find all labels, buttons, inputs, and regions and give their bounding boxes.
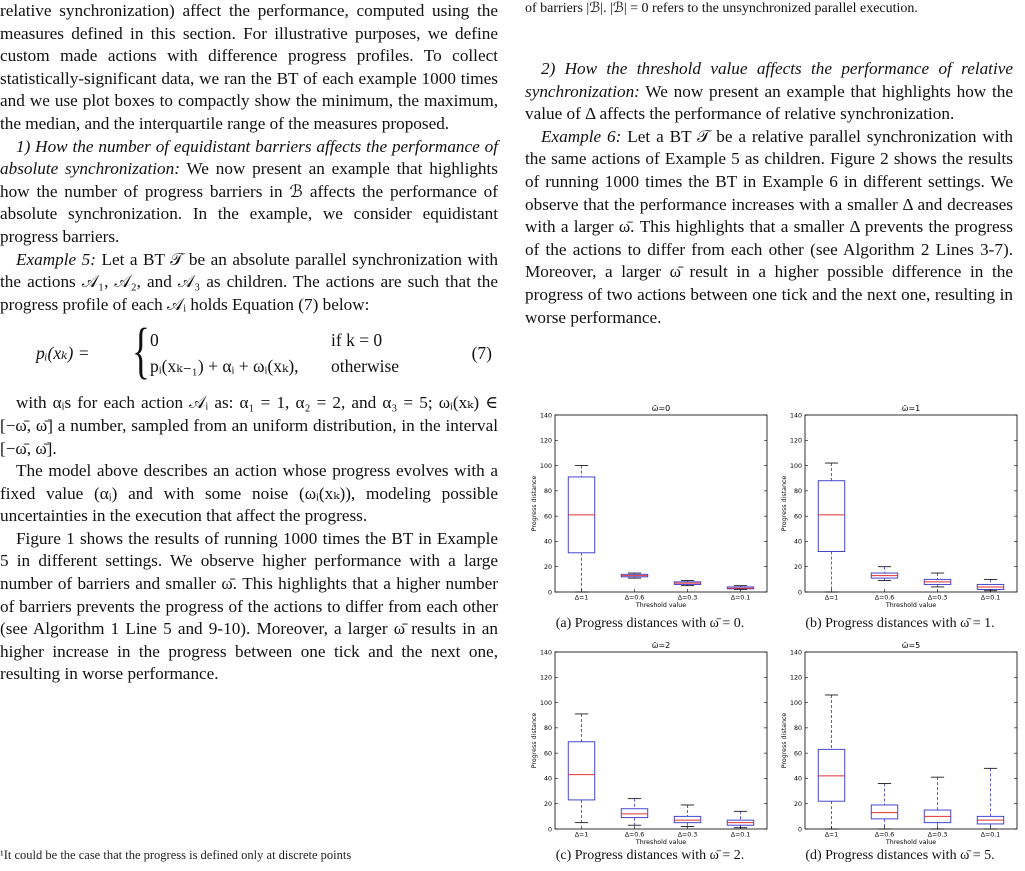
example-5-heading: Example 5:: [16, 249, 96, 269]
chart-title: ω̄=0: [651, 404, 671, 413]
iqr-box: [871, 805, 898, 819]
example-5-paragraph: [0, 249, 498, 317]
y-tick-label: 20: [793, 564, 802, 572]
equation-case-1-condition: if k = 0: [331, 330, 383, 351]
boxplot-omega-5: [775, 639, 1025, 849]
iqr-box: [568, 742, 595, 800]
x-tick-label: Δ=0.6: [624, 831, 645, 839]
y-tick-label: 80: [793, 725, 802, 733]
equation-case-2-value: pᵢ(xₖ₋₁) + αᵢ + ωᵢ(xₖ),: [150, 356, 299, 377]
subfigure-d: [775, 639, 1025, 871]
y-tick-label: 40: [793, 538, 802, 546]
chart-title: ω̄=2: [651, 641, 671, 650]
box-2: [871, 567, 898, 581]
y-tick-label: 0: [797, 589, 802, 597]
equation-lhs: pᵢ(xₖ) =: [36, 343, 90, 364]
y-tick-label: 100: [789, 699, 802, 707]
y-tick-label: 100: [789, 462, 802, 470]
equation-brace: {: [132, 317, 150, 386]
x-tick-label: Δ=0.1: [730, 594, 751, 602]
y-axis-label: Progress distance: [531, 712, 538, 769]
left-column: [0, 0, 498, 686]
subfigure-a: [525, 402, 775, 634]
section-2-body: We now present an example that highlights how the value of Δ affects the performance of relative synchronization.: [525, 81, 1013, 124]
box-4: [977, 768, 1004, 829]
x-tick-label: Δ=0.3: [677, 831, 698, 839]
x-tick-label: Δ=0.1: [980, 594, 1001, 602]
y-tick-label: 0: [547, 826, 552, 834]
x-tick-label: Δ=0.1: [980, 831, 1001, 839]
equation-number: (7): [471, 343, 492, 364]
iqr-box: [674, 816, 701, 822]
y-tick-label: 40: [543, 538, 552, 546]
y-tick-label: 80: [543, 488, 552, 496]
example-6-body: Let a BT 𝒯 be a relative parallel synchronization with the same actions of Example 5 as children. Figure 2 shows the results of running 1000 times the BT in Example 6 in different settings. We observe that the performance increases with a smaller Δ and decreases with a larger ω̄. This highlights that a smaller Δ prevents the progress of the actions to differ from each other (see Algorithm 2 Lines 3-7). Moreover, a larger ω̄ result in a higher possible difference in the progress of two actions between one tick and the next one, resulting in worse performance.: [525, 126, 1013, 327]
iqr-box: [621, 809, 648, 818]
example-5-body: Let a BT 𝒯 be an absolute parallel synchronization with the actions 𝒜₁, 𝒜₂, and 𝒜₃ as children. The actions are such that the progress profile of each 𝒜ᵢ holds Equation (7) below:: [0, 249, 499, 314]
alpha-paragraph: with αᵢs for each action 𝒜ᵢ as: α₁ = 1, α₂ = 2, and α₃ = 5; ωᵢ(xₖ) ∈ [−ω̄, ω̄] a number, sampled from an uniform distribution, in the interval [−ω̄, ω̄].: [0, 393, 498, 458]
equation-7: [0, 317, 498, 386]
section-2-heading: 2) How the threshold value affects the performance of relative synchronization:: [525, 59, 1013, 101]
x-tick-label: Δ=0.3: [677, 594, 698, 602]
section-1-body: We now present an example that highlights how the number of progress barriers in ℬ affects the performance of absolute synchronization. In the example, we consider equidistant progress barriers.: [0, 159, 498, 246]
box-1: [568, 466, 595, 592]
y-tick-label: 140: [539, 412, 552, 420]
x-tick-label: Δ=1: [574, 594, 589, 602]
caption-a: (a) Progress distances with ω̄ = 0.: [555, 616, 745, 631]
plot-frame: [805, 415, 1017, 592]
y-tick-label: 120: [789, 674, 802, 682]
iqr-box: [818, 749, 845, 801]
box-2: [871, 783, 898, 829]
y-tick-label: 120: [539, 674, 552, 682]
section-1-heading: 1) How the number of equidistant barriers affects the performance of absolute synchronization:: [0, 136, 498, 179]
subfigure-c: [525, 639, 775, 871]
y-axis-label: Progress distance: [531, 475, 538, 532]
intro-paragraph: relative synchronization) affect the performance, computed using the measures defined in this section. For illustrative purposes, we define custom made actions with difference progress profiles. To collect statistically-significant data, we ran the BT of each example 1000 times and we use plot boxes to compactly show the minimum, the maximum, the median, and the interquartile range of the measures proposed.: [0, 1, 498, 133]
box-3: [674, 805, 701, 826]
chart-title: ω̄=5: [901, 641, 921, 650]
x-tick-label: Δ=1: [824, 594, 839, 602]
y-tick-label: 60: [543, 513, 552, 521]
boxplot-omega-0: [525, 402, 775, 612]
plot-frame: [805, 652, 1017, 829]
x-tick-label: Δ=0.3: [927, 831, 948, 839]
y-tick-label: 100: [539, 462, 552, 470]
y-tick-label: 20: [543, 564, 552, 572]
figure-1-paragraph: Figure 1 shows the results of running 1000 times the BT in Example 5 in different settings. We observe higher performance with a large number of barriers and smaller ω̄. This highlights that a higher number of barriers prevents the progress of the actions to differ from each other (see Algorithm 1 Line 5 and 9-10). Moreover, a larger ω̄ results in an higher increase in the progress between one tick and the next one, resulting in worse performance.: [0, 528, 498, 684]
section-1-paragraph: [0, 136, 498, 249]
x-axis-label: Threshold value: [885, 602, 937, 609]
caption-b: (b) Progress distances with ω̄ = 1.: [805, 616, 995, 631]
x-tick-label: Δ=1: [574, 831, 589, 839]
caption-c: (c) Progress distances with ω̄ = 2.: [555, 848, 745, 863]
y-tick-label: 60: [793, 750, 802, 758]
y-tick-label: 140: [539, 649, 552, 657]
section-2-paragraph: [525, 58, 1013, 126]
box-3: [924, 573, 951, 587]
box-4: [727, 586, 754, 590]
x-tick-label: Δ=0.3: [927, 594, 948, 602]
figure-2: [525, 402, 1025, 866]
y-tick-label: 60: [543, 750, 552, 758]
y-tick-label: 0: [797, 826, 802, 834]
y-tick-label: 80: [543, 725, 552, 733]
plot-frame: [555, 415, 767, 592]
y-tick-label: 120: [789, 437, 802, 445]
x-tick-label: Δ=0.6: [874, 831, 895, 839]
x-tick-label: Δ=0.6: [624, 594, 645, 602]
chart-title: ω̄=1: [901, 404, 921, 413]
footnote: ¹It could be the case that the progress is defined only at discrete points: [0, 848, 352, 862]
boxplot-omega-1: [775, 402, 1025, 612]
box-3: [924, 777, 951, 829]
equation-case-2-condition: otherwise: [331, 356, 400, 377]
subfigure-b: [775, 402, 1025, 634]
example-6-paragraph: [525, 126, 1013, 329]
y-tick-label: 40: [793, 775, 802, 783]
y-tick-label: 40: [543, 775, 552, 783]
box-2: [621, 799, 648, 826]
box-1: [818, 695, 845, 829]
y-tick-label: 120: [539, 437, 552, 445]
y-tick-label: 60: [793, 513, 802, 521]
box-3: [674, 581, 701, 586]
x-axis-label: Threshold value: [635, 602, 687, 609]
x-tick-label: Δ=0.6: [874, 594, 895, 602]
y-tick-label: 20: [793, 801, 802, 809]
y-axis-label: Progress distance: [781, 475, 788, 532]
box-2: [621, 573, 648, 578]
y-axis-label: Progress distance: [781, 712, 788, 769]
x-axis-label: Threshold value: [885, 839, 937, 846]
box-4: [727, 811, 754, 827]
boxplot-omega-2: [525, 639, 775, 849]
x-tick-label: Δ=0.1: [730, 831, 751, 839]
box-1: [568, 714, 595, 823]
y-tick-label: 100: [539, 699, 552, 707]
y-tick-label: 20: [543, 801, 552, 809]
iqr-box: [818, 481, 845, 552]
previous-figure-caption-tail: of barriers |ℬ|. |ℬ| = 0 refers to the unsynchronized parallel execution.: [525, 1, 918, 16]
model-paragraph: The model above describes an action whose progress evolves with a fixed value (αᵢ) and with some noise (ωᵢ(xₖ)), modeling possible uncertainties in the execution that affect the progress.: [0, 461, 498, 526]
example-6-heading: Example 6:: [541, 126, 622, 146]
plot-frame: [555, 652, 767, 829]
box-1: [818, 463, 845, 592]
x-axis-label: Threshold value: [635, 839, 687, 846]
y-tick-label: 140: [789, 649, 802, 657]
y-tick-label: 80: [793, 488, 802, 496]
equation-case-1-value: 0: [150, 330, 159, 351]
x-tick-label: Δ=1: [824, 831, 839, 839]
y-tick-label: 140: [789, 412, 802, 420]
right-text-block: [525, 58, 1013, 329]
caption-d: (d) Progress distances with ω̄ = 5.: [805, 848, 995, 863]
y-tick-label: 0: [547, 589, 552, 597]
